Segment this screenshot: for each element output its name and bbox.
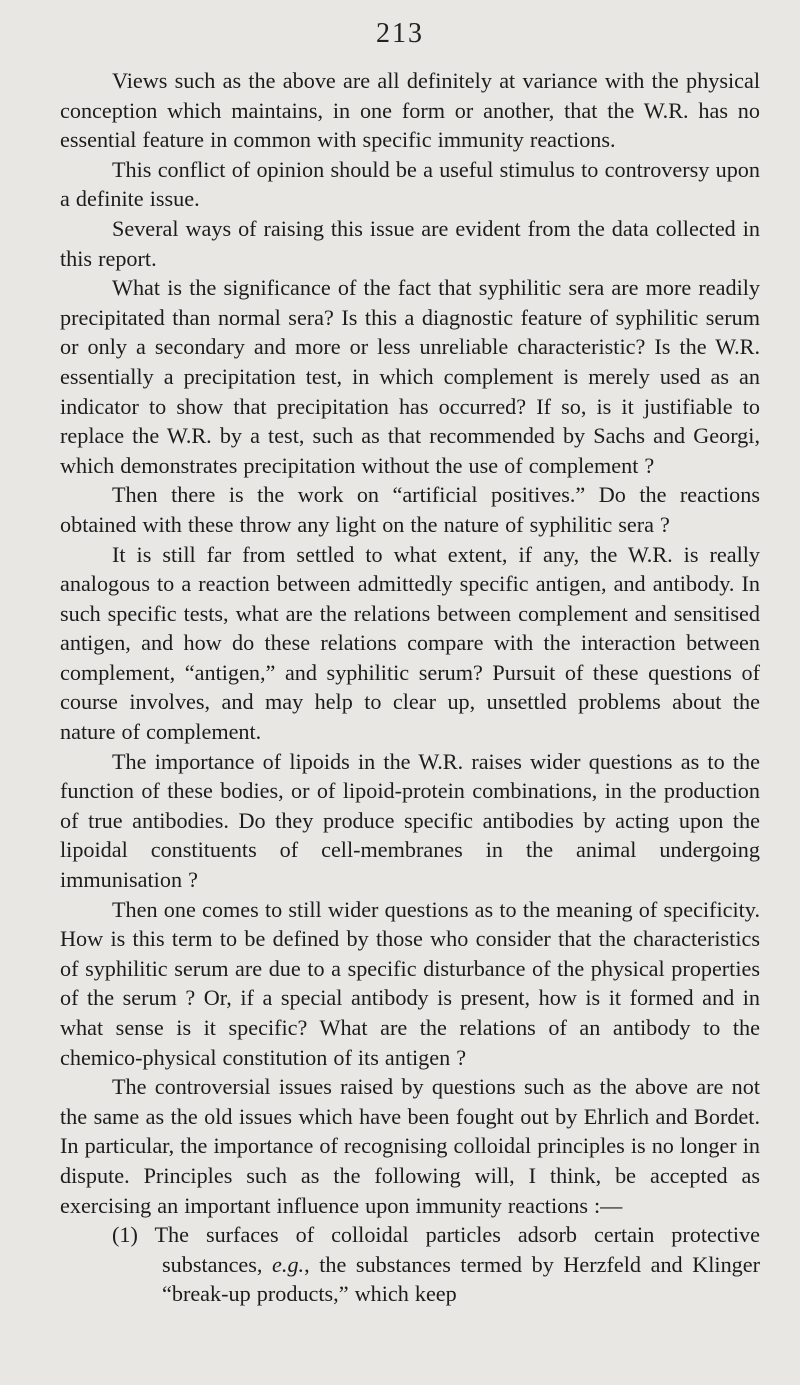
- body-text: [60, 66, 760, 1309]
- list-item-text-after: , the substances termed by Herzfeld and Klinger “break-up products,” which keep: [162, 1251, 760, 1307]
- paragraph-3: Several ways of raising this issue are evident from the data collected in this report.: [60, 215, 760, 271]
- paragraph-6: It is still far from settled to what extent, if any, the W.R. is really analogous to a reaction between admittedly specific antigen, and antibody. In such specific tests, what are the relations between complement and sensitised antigen, and how do these relations compare with the interaction between complement, “antigen,” and syphilitic serum? Pursuit of these questions of course involves, and may help to clear up, unsettled problems about the nature of complement.: [60, 541, 760, 745]
- page-number: 213: [376, 18, 424, 49]
- list-item-eg: e.g.: [272, 1251, 305, 1277]
- paragraph-9: The controversial issues raised by questions such as the above are not the same as the old issues which have been fought out by Ehrlich and Bordet. In particular, the importance of recognising colloidal principles is no longer in dispute. Principles such as the following will, I think, be accepted as exercising an important influence upon immunity reactions :—: [60, 1074, 760, 1218]
- paragraph-7: The importance of lipoids in the W.R. raises wider questions as to the function of these bodies, or of lipoid-protein combinations, in the production of true antibodies. Do they produce specific antibodies by acting upon the lipoidal constituents of cell-membranes in the animal undergoing immunisation ?: [60, 748, 760, 893]
- paragraph-5: Then there is the work on “artificial positives.” Do the reactions obtained with these throw any light on the nature of syphilitic sera ?: [60, 482, 760, 537]
- list-item-marker: (1): [112, 1222, 138, 1248]
- paragraph-8: Then one comes to still wider questions as to the meaning of specificity. How is this term to be defined by those who consider that the characteristics of syphilitic serum are due to a specific disturbance of the physical properties of the serum ? Or, if a special antibody is present, how is it formed and in what sense is it specific? What are the relations of an antibody to the chemico-physical constitution of its antigen ?: [60, 896, 760, 1070]
- paragraph-1: Views such as the above are all definitely at variance with the physical conception which maintains, in one form or another, that the W.R. has no essential feature in common with specific immunity reactions.: [60, 68, 760, 153]
- list-item-1: [60, 1220, 760, 1309]
- paragraph-2: This conflict of opinion should be a useful stimulus to controversy upon a definite issue.: [60, 156, 760, 212]
- list-item-text-before: The surfaces of colloidal particles adsorb certain protective substances,: [154, 1222, 760, 1277]
- paragraph-4: What is the significance of the fact that syphilitic sera are more readily precipitated than normal sera? Is this a diagnostic feature of syphilitic serum or only a secondary and more or less unreliable characteristic? Is the W.R. essentially a precipitation test, in which complement is merely used as an indicator to show that precipitation has occurred? If so, is it justifiable to replace the W.R. by a test, such as that recommended by Sachs and Georgi, which demonstrates precipitation without the use of complement ?: [60, 275, 760, 478]
